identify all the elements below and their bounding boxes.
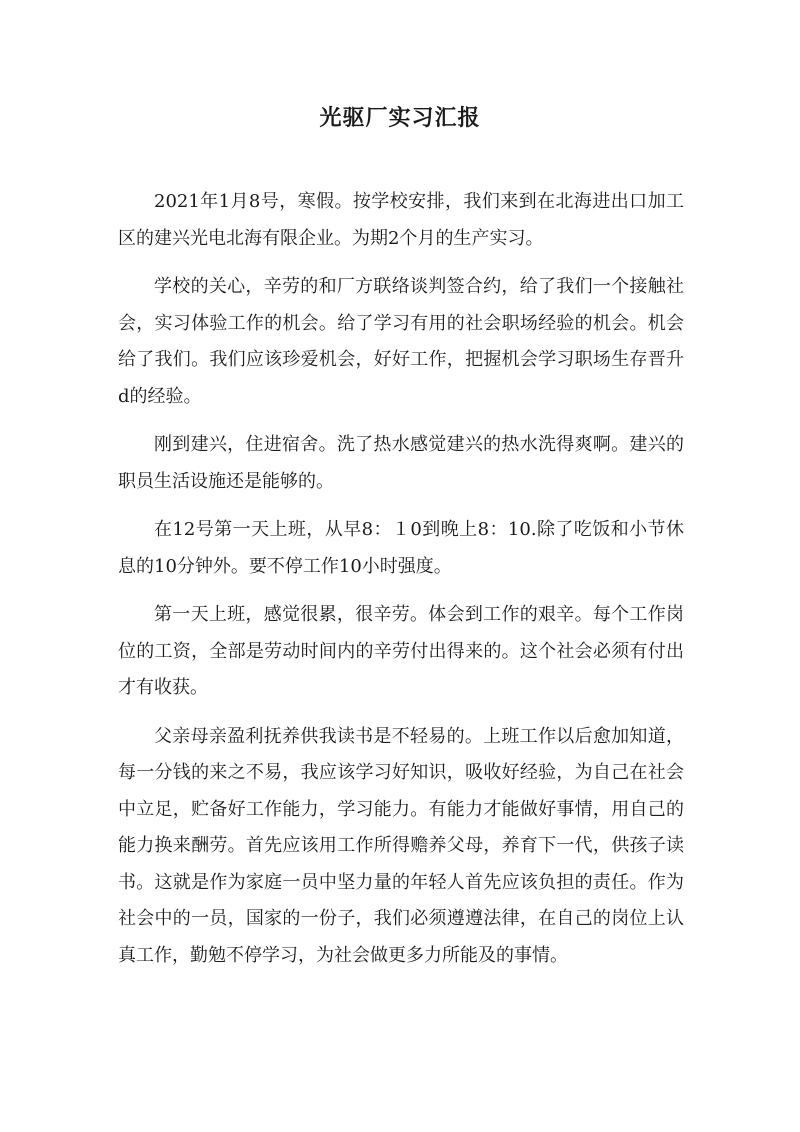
document-body xyxy=(118,184,684,986)
document-title: 光驱厂实习汇报 xyxy=(319,105,481,131)
paragraph-3: 刚到建兴，住进宿舍。洗了热水感觉建兴的热水洗得爽啊。建兴的职员生活设施还是能够的。 xyxy=(118,434,684,492)
paragraph-1: 2021年1月8号，寒假。按学校安排，我们来到在北海进出口加工区的建兴光电北海有限企业。为期2个月的生产实习。 xyxy=(118,191,684,249)
paragraph-5: 第一天上班，感觉很累，很辛劳。体会到工作的艰辛。每个工作岗位的工资，全部是劳动时间内的辛劳付出得来的。这个社会必须有付出才有收获。 xyxy=(118,604,684,698)
paragraph-2: 学校的关心，辛劳的和厂方联络谈判签合约，给了我们一个接触社会，实习体验工作的机会。给了学习有用的社会职场经验的机会。机会给了我们。我们应该珍爱机会，好好工作，把握机会学习职场生存晋升d的经验。 xyxy=(118,276,684,407)
paragraph-4: 在12号第一天上班，从早8：１0到晚上8：10.除了吃饭和小节休息的10分钟外。要不停工作10小时强度。 xyxy=(118,519,684,577)
paragraph-6: 父亲母亲盈利抚养供我读书是不轻易的。上班工作以后愈加知道，每一分钱的来之不易，我应该学习好知识，吸收好经验，为自己在社会中立足，贮备好工作能力，学习能力。有能力才能做好事情，用自己的能力换来酬劳。首先应该用工作所得赡养父母，养育下一代，供孩子读书。这就是作为家庭一员中坚力量的年轻人首先应该负担的责任。作为社会中的一员，国家的一份子，我们必须遵遵法律，在自己的岗位上认真工作，勤勉不停学习，为社会做更多力所能及的事情。 xyxy=(118,725,684,966)
